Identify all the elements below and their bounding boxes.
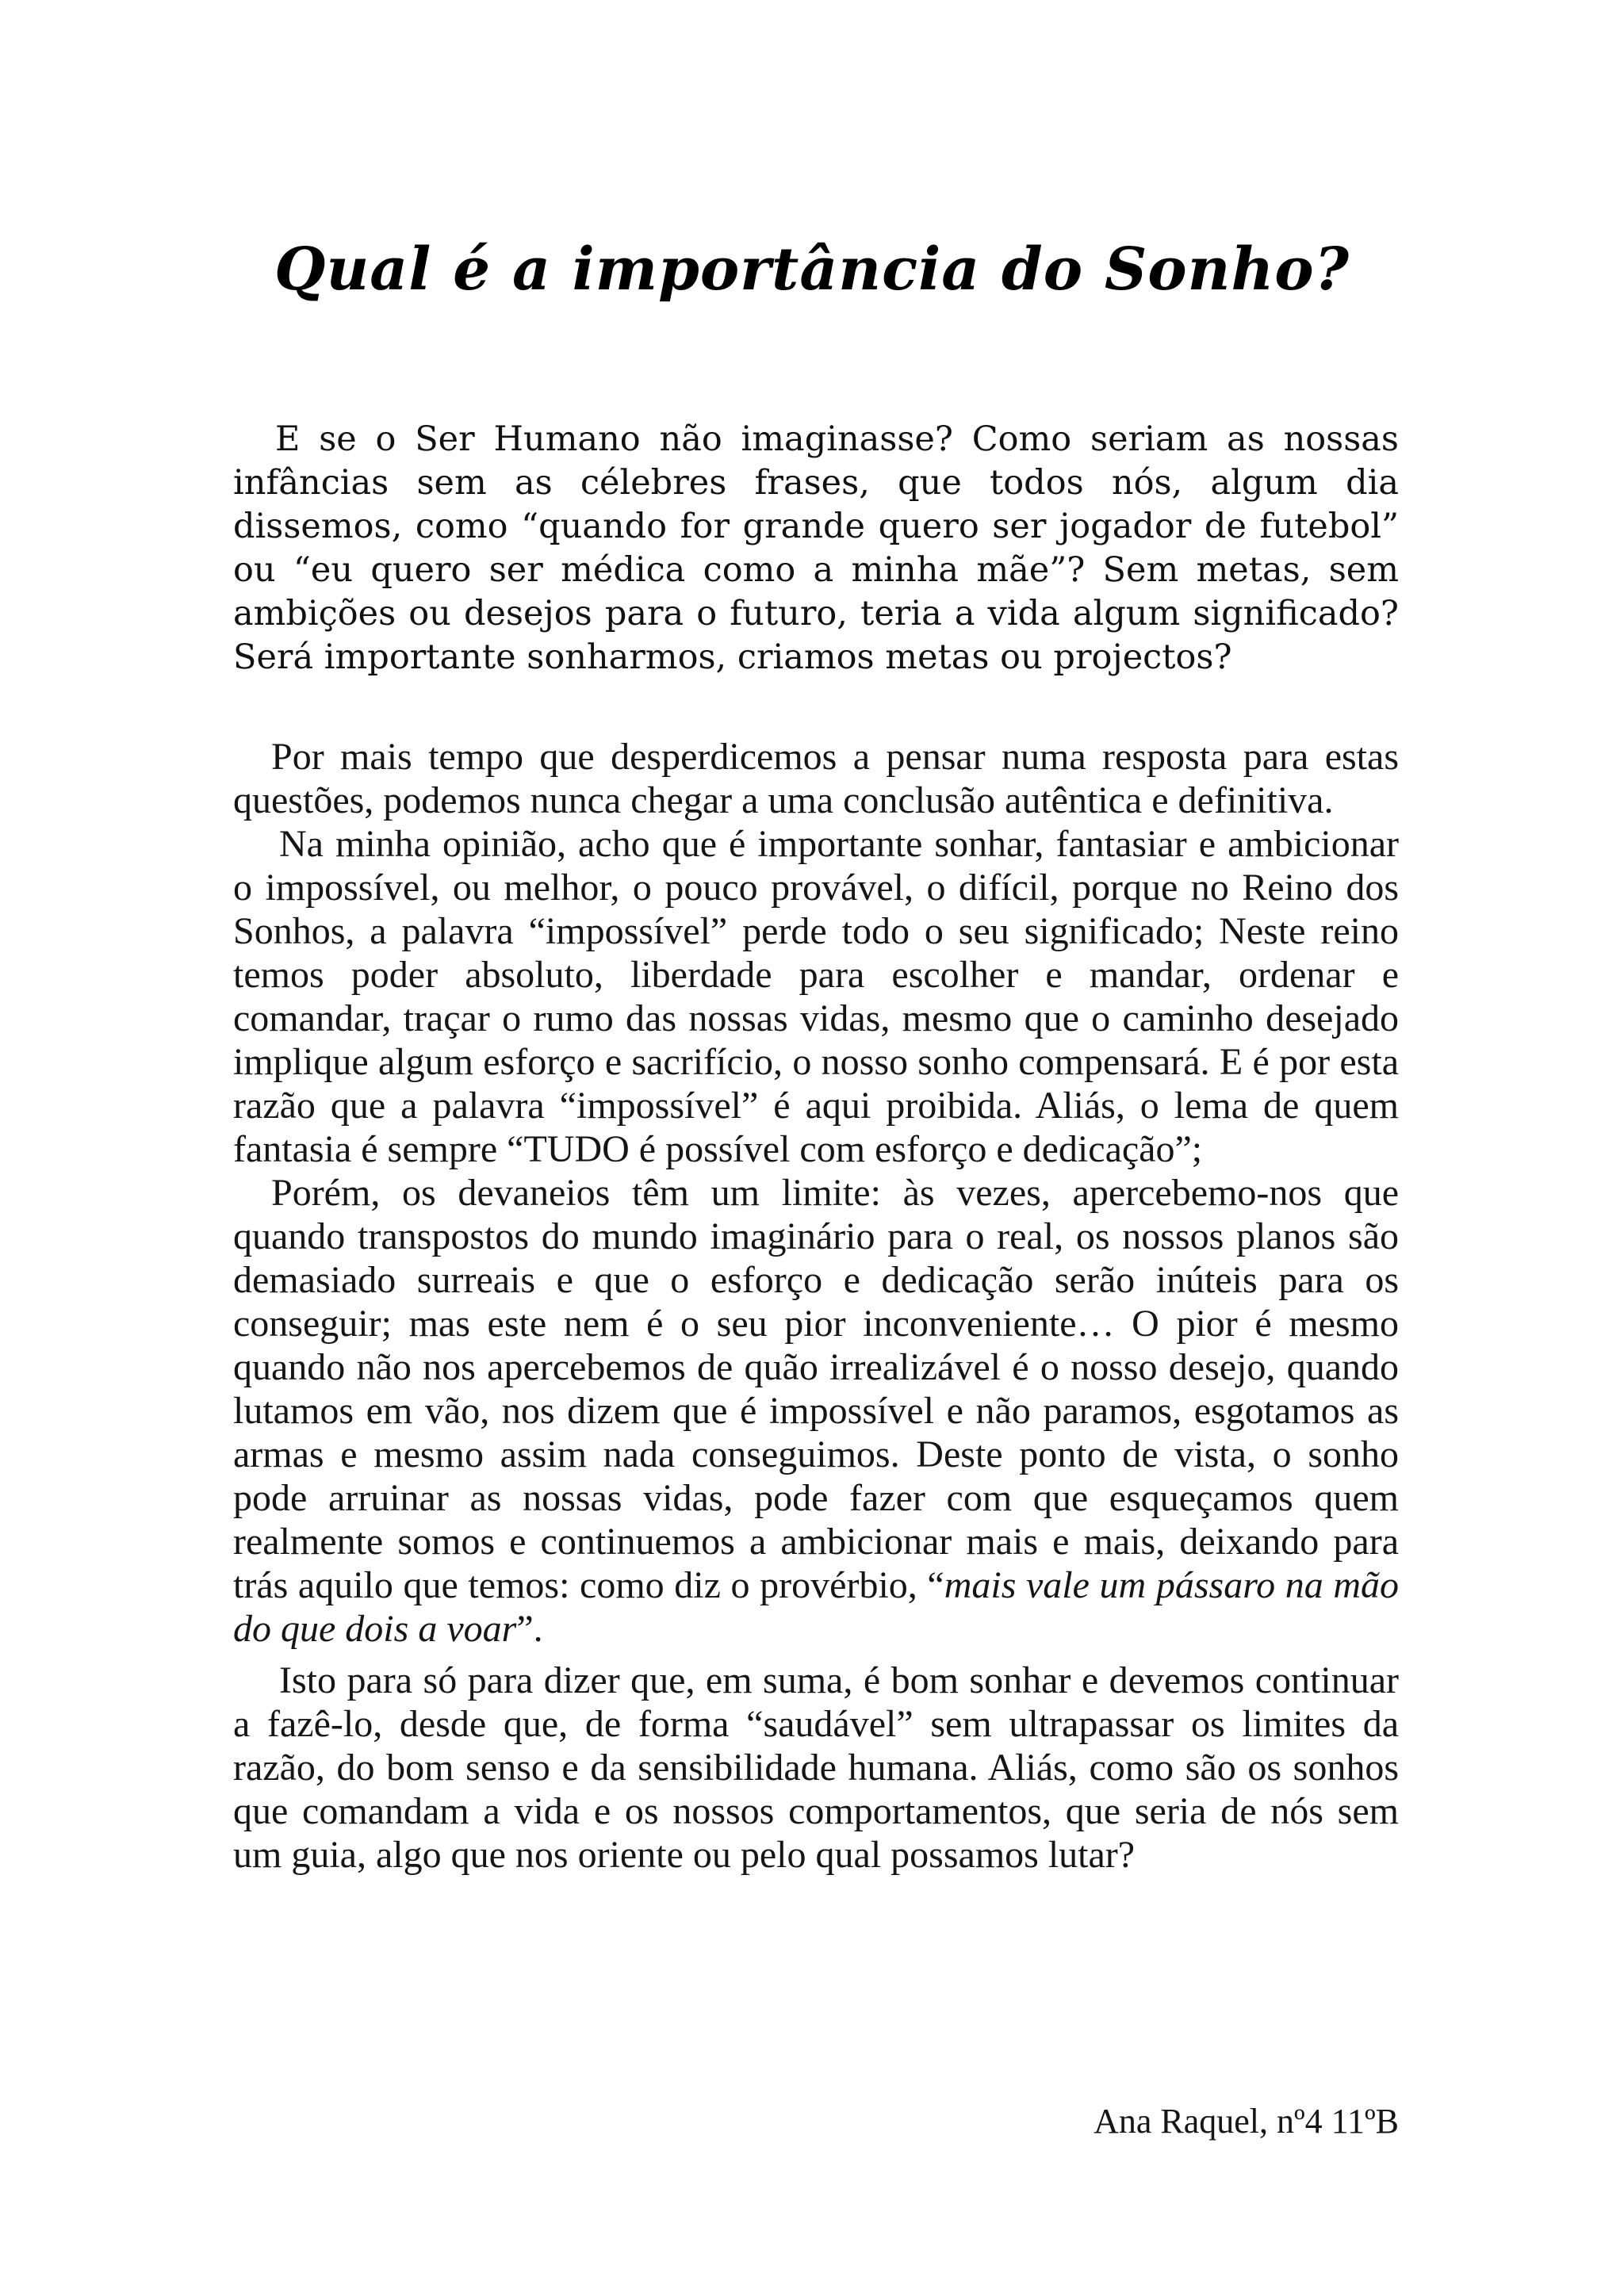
body-paragraph-4-text: Porém, os devaneios têm um limite: às vezes, apercebemo-nos que quando transpostos do mundo imaginário para o real, os nossos planos são demasiado surreais e que o esforço e dedicação serão inúteis para os conseguir; mas este nem é o seu pior inconveniente… O pior é mesmo quando não nos apercebemos de quão irrealizável é o nosso desejo, quando lutamos em vão, nos dizem que é impossível e não paramos, esgotamos as armas e mesmo assim nada conseguimos. Deste ponto de vista, o sonho pode arruinar as nossas vidas, pode fazer com que esqueçamos quem realmente somos e continuemos a ambicionar mais e mais, deixando para trás aquilo que temos: como diz o provérbio, “ bbox=[233, 1172, 1399, 1606]
body-paragraph-4 bbox=[233, 1171, 1399, 1651]
body-paragraph-5: Isto para só para dizer que, em suma, é bom sonhar e devemos continuar a fazê-lo, desde que, de forma “saudável” sem ultrapassar os limites da razão, do bom senso e da sensibilidade humana. Aliás, como são os sonhos que comandam a vida e os nossos comportamentos, que seria de nós sem um guia, algo que nos oriente ou pelo qual possamos lutar? bbox=[233, 1659, 1399, 1876]
author-signature: Ana Raquel, nº4 11ºB bbox=[1094, 2102, 1399, 2141]
intro-paragraph: E se o Ser Humano não imaginasse? Como seriam as nossas infâncias sem as célebres frases, que todos nós, algum dia dissemos, como “quando for grande quero ser jogador de futebol” ou “eu quero ser médica como a minha mãe”? Sem metas, sem ambições ou desejos para o futuro, teria a vida algum significado? Será importante sonharmos, criamos metas ou projectos? bbox=[233, 419, 1399, 677]
proverb-quote: mais vale um pássaro na mão do que dois a voar bbox=[233, 1564, 1399, 1650]
body-paragraph-4-end: ”. bbox=[516, 1608, 543, 1650]
body-paragraph-3: Na minha opinião, acho que é importante sonhar, fantasiar e ambicionar o impossível, ou melhor, o pouco provável, o difícil, porque no Reino dos Sonhos, a palavra “impossível” perde todo o seu significado; Neste reino temos poder absoluto, liberdade para escolher e mandar, ordenar e comandar, traçar o rumo das nossas vidas, mesmo que o caminho desejado implique algum esforço e sacrifício, o nosso sonho compensará. E é por esta razão que a palavra “impossível” é aqui proibida. Aliás, o lema de quem fantasia é sempre “TUDO é possível com esforço e dedicação”; bbox=[233, 823, 1399, 1170]
page-title: Qual é a importância do Sonho? bbox=[274, 235, 1350, 304]
body-paragraph-2: Por mais tempo que desperdicemos a pensar numa resposta para estas questões, podemos nunca chegar a uma conclusão autêntica e definitiva. bbox=[233, 736, 1399, 821]
